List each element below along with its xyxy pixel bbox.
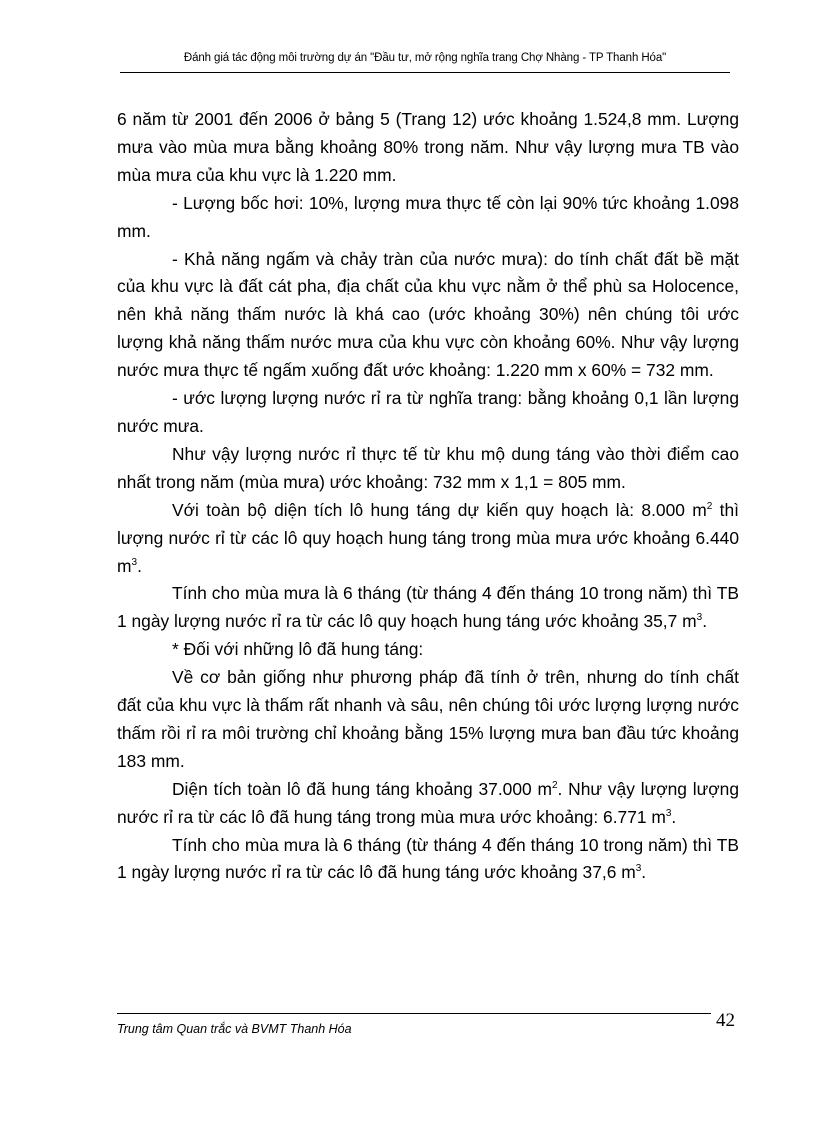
text-segment: . Như vậy lượng lượng nước rỉ ra từ các lô đã hung táng trong mùa mưa ước khoảng: 6.771 m xyxy=(117,778,739,827)
paragraph-rainfall: 6 năm từ 2001 đến 2006 ở bảng 5 (Trang 12) ước khoảng 1.524,8 mm. Lượng mưa vào mùa mưa bằng khoảng 80% trong năm. Như vậy lượng mưa TB vào mùa mưa của khu vực là 1.220 mm. xyxy=(117,109,739,185)
paragraph-planned-area xyxy=(117,497,739,581)
text-segment: . xyxy=(641,862,647,883)
superscript: 2 xyxy=(706,500,713,512)
paragraph-buried-method: Về cơ bản giống như phương pháp đã tính ở trên, nhưng do tính chất đất của khu vực là thấm rất nhanh và sâu, nên chúng tôi ước lượng lượng nước thấm rồi rỉ ra môi trường chỉ khoảng bằng 15% lượng mưa ban đầu tức khoảng 183 mm. xyxy=(117,667,739,771)
superscript: 3 xyxy=(665,807,672,819)
text-segment: . xyxy=(137,555,142,576)
text-segment: . xyxy=(671,806,677,827)
header-divider xyxy=(120,72,730,73)
text-segment: Tính cho mùa mưa là 6 tháng (từ tháng 4 đến tháng 10 trong năm) thì TB 1 ngày lượng nước rỉ ra từ các lô quy hoạch hung táng ước khoảng 35,7 m xyxy=(117,583,739,632)
superscript: 3 xyxy=(696,612,703,624)
text-segment: Tính cho mùa mưa là 6 tháng (từ tháng 4 đến tháng 10 trong năm) thì TB 1 ngày lượng nước rỉ ra từ các lô đã hung táng ước khoảng 37,6 m xyxy=(117,834,739,883)
footer-organization: Trung tâm Quan trắc và BVMT Thanh Hóa xyxy=(117,1022,352,1036)
paragraph-buried-area xyxy=(117,776,739,832)
paragraph-planned-daily xyxy=(117,580,739,636)
paragraph-peak-leachate: Như vậy lượng nước rỉ thực tế từ khu mộ dung táng vào thời điểm cao nhất trong năm (mùa mưa) ước khoảng: 732 mm x 1,1 = 805 mm. xyxy=(117,443,739,492)
document-body xyxy=(117,106,739,887)
page-header: Đánh giá tác động môi trường dự án "Đầu tư, mở rộng nghĩa trang Chợ Nhàng - TP Thanh Hóa" xyxy=(183,52,667,64)
text-segment: Với toàn bộ diện tích lô hung táng dự kiến quy hoạch là: 8.000 m xyxy=(172,499,707,520)
paragraph-leachate-estimate: - ước lượng lượng nước rỉ ra từ nghĩa trang: bằng khoảng 0,1 lần lượng nước mưa. xyxy=(117,388,739,436)
paragraph-buried-daily xyxy=(117,832,739,888)
text-segment: . xyxy=(702,611,708,632)
superscript: 3 xyxy=(131,556,138,568)
superscript: 2 xyxy=(551,779,558,791)
paragraph-infiltration: - Khả năng ngấm và chảy tràn của nước mưa): do tính chất đất bề mặt của khu vực là đất cát pha, địa chất của khu vực nằm ở thể phù sa Holocence, nên khả năng thấm nước là khá cao (ước khoảng 30%) nên chúng tôi ước lượng khả năng thấm nước mưa của khu vực còn khoảng 60%. Như vậy lượng nước mưa thực tế ngấm xuống đất ước khoảng: 1.220 mm x 60% = 732 mm. xyxy=(117,248,739,381)
page-number: 42 xyxy=(716,1010,735,1031)
footer-divider xyxy=(117,1013,711,1014)
paragraph-buried-lots-heading: * Đối với những lô đã hung táng: xyxy=(172,639,424,660)
text-segment: thì lượng nước rỉ từ các lô quy hoạch hung táng trong mùa mưa ước khoảng 6.440 m xyxy=(117,499,739,576)
text-segment: Diện tích toàn lô đã hung táng khoảng 37.000 m xyxy=(172,778,552,799)
superscript: 3 xyxy=(635,863,642,875)
paragraph-evaporation: - Lượng bốc hơi: 10%, lượng mưa thực tế còn lại 90% tức khoảng 1.098 mm. xyxy=(117,192,739,241)
